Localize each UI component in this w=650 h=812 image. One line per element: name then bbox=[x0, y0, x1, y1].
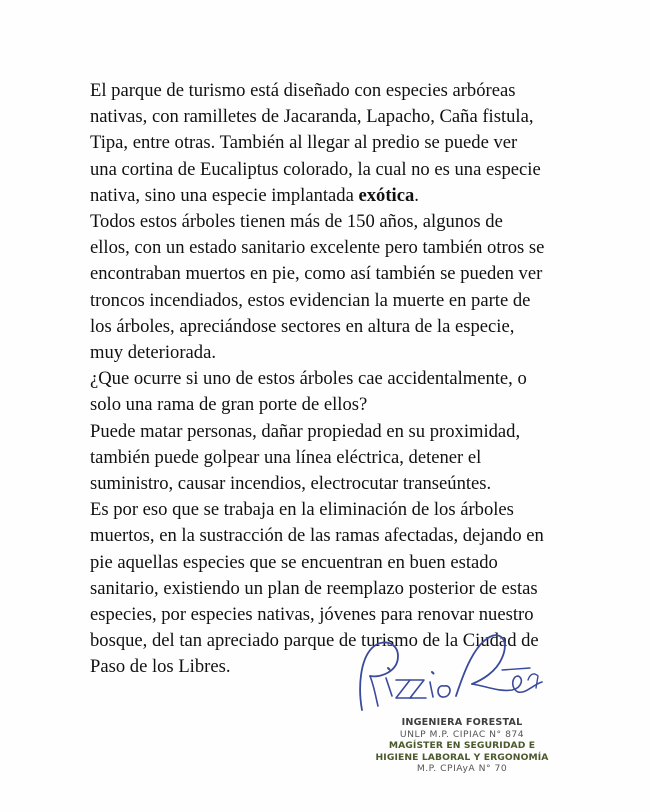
signature-stroke bbox=[396, 680, 412, 698]
professional-stamp bbox=[362, 717, 562, 775]
text-line: pie aquellas especies que se encuentran en buen estado bbox=[90, 551, 498, 573]
signature-stroke bbox=[386, 678, 392, 696]
emphasis-exotica: exótica bbox=[358, 184, 415, 206]
text-line-with-emphasis bbox=[90, 183, 590, 209]
text-line: suministro, causar incendios, electrocutar transeúntes. bbox=[90, 473, 492, 495]
text-segment: . bbox=[414, 184, 419, 206]
text-line: una cortina de Eucaliptus colorado, la cual no es una especie bbox=[90, 158, 541, 180]
signature-stroke bbox=[370, 676, 378, 706]
signature-stroke bbox=[502, 668, 530, 670]
signature-stroke bbox=[430, 682, 433, 697]
signature-stroke bbox=[410, 680, 426, 698]
stamp-degree: HIGIENE LABORAL Y ERGONOMÍA bbox=[375, 751, 549, 763]
text-line: Puede matar personas, dañar propiedad en su proximidad, bbox=[90, 420, 521, 442]
text-segment: nativa, sino una especie implantada bbox=[90, 184, 359, 206]
text-line: los árboles, apreciándose sectores en altura de la especie, bbox=[90, 315, 515, 337]
signature-stroke bbox=[432, 672, 434, 674]
stamp-degree: MAGÍSTER EN SEGURIDAD E bbox=[388, 740, 536, 752]
body-text bbox=[90, 78, 590, 681]
text-line: Tipa, entre otras. También al llegar al predio se puede ver bbox=[90, 132, 518, 154]
text-line: bosque, del tan apreciado parque de turismo de la Ciudad de bbox=[90, 630, 539, 652]
text-line: Todos estos árboles tienen más de 150 años, algunos de bbox=[90, 211, 503, 233]
text-line: encontraban muertos en pie, como así también se pueden ver bbox=[90, 263, 543, 285]
text-line: Paso de los Libres. bbox=[90, 656, 231, 678]
text-line: nativas, con ramilletes de Jacaranda, Lapacho, Caña fistula, bbox=[90, 106, 534, 128]
signature-stroke bbox=[438, 686, 450, 697]
text-line: Es por eso que se trabaja en la eliminación de los árboles bbox=[90, 499, 514, 521]
signature-stroke bbox=[360, 642, 398, 710]
handwritten-signature bbox=[352, 618, 562, 718]
text-line: El parque de turismo está diseñado con especies arbóreas bbox=[90, 80, 516, 101]
stamp-registration: UNLP M.P. CIPIAC N° 874 bbox=[399, 728, 525, 740]
text-line: sanitario, existiendo un plan de reemplazo posterior de estas bbox=[90, 577, 538, 599]
text-line: muy deteriorada. bbox=[90, 342, 216, 364]
text-line: ¿Que ocurre si uno de estos árboles cae accidentalmente, o bbox=[90, 368, 527, 390]
signature-stroke bbox=[456, 635, 505, 696]
text-line: ellos, con un estado sanitario excelente pero también otros se bbox=[90, 237, 545, 259]
text-line: también puede golpear una línea eléctrica, detener el bbox=[90, 446, 482, 468]
text-line: solo una rama de gran porte de ellos? bbox=[90, 394, 368, 416]
signature-stroke bbox=[388, 668, 390, 670]
stamp-registration: M.P. CPIAyA N° 70 bbox=[416, 763, 508, 775]
text-line: muertos, en la sustracción de las ramas afectadas, dejando en bbox=[90, 525, 544, 547]
text-line: troncos incendiados, estos evidencian la muerte en parte de bbox=[90, 289, 531, 311]
text-line: especies, por especies nativas, jóvenes para renovar nuestro bbox=[90, 604, 534, 626]
stamp-title: INGENIERA FORESTAL bbox=[401, 717, 523, 728]
